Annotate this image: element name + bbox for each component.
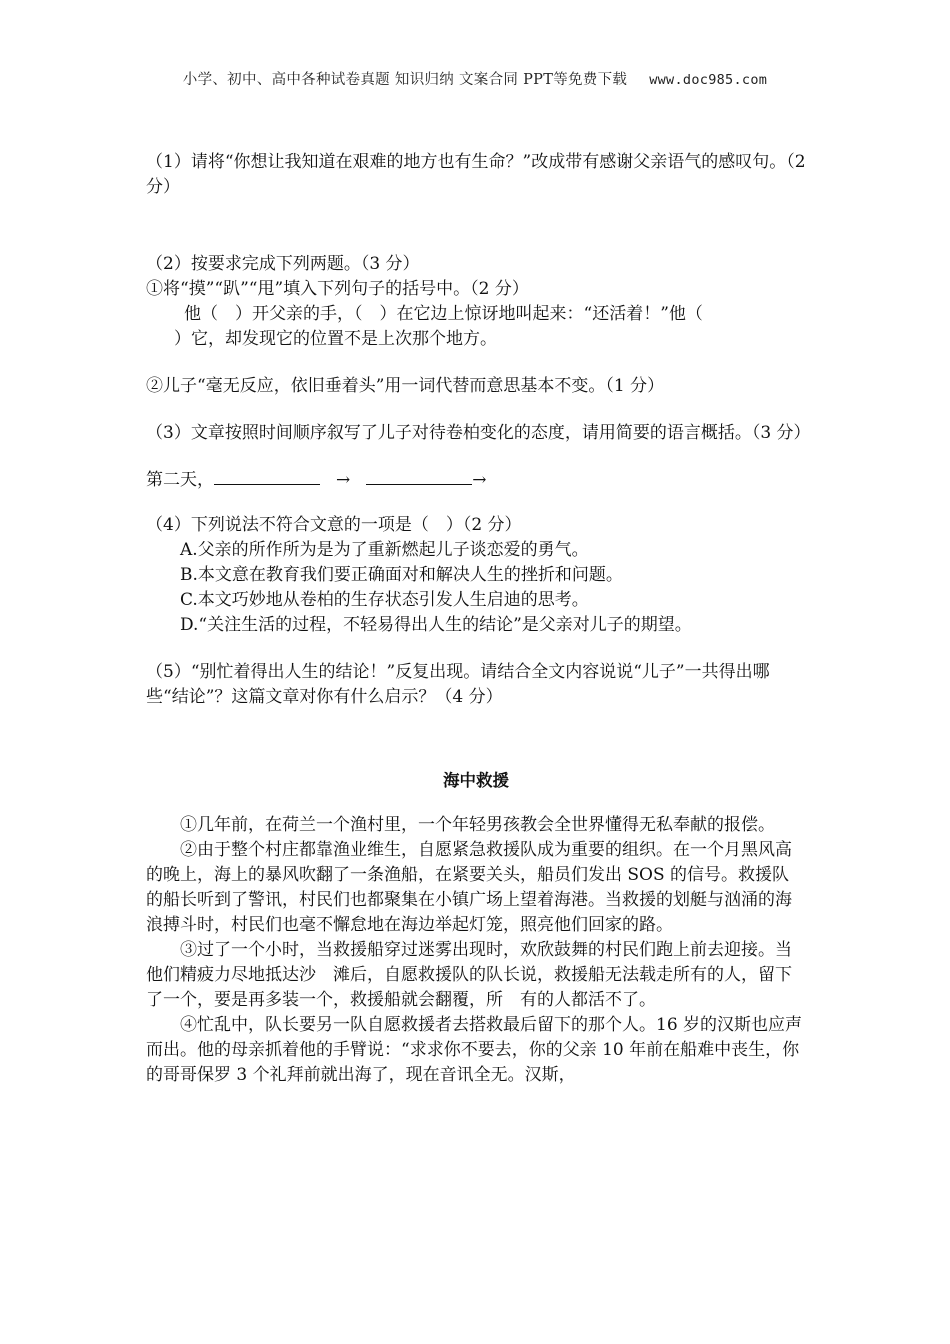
question-1: （1）请将“你想让我知道在艰难的地方也有生命？”改成带有感谢父亲语气的感叹句。（2 分） [146, 152, 806, 197]
question-4-option-b: B.本文意在教育我们要正确面对和解决人生的挫折和问题。 [180, 565, 623, 585]
question-4: （4）下列说法不符合文意的一项是（ ）（2 分） [146, 515, 522, 535]
question-2-fill-sentence-line-1: 他（ ）开父亲的手，（ ）在它边上惊讶地叫起来：“还活着！”他（ [184, 304, 703, 324]
question-2-fill-sentence-line-2: ）它，却发现它的位置不是上次那个地方。 [174, 329, 497, 349]
header-text: 小学、初中、高中各种试卷真题 知识归纳 文案合同 PPT等免费下载 [182, 72, 628, 88]
article-title: 海中救援 [443, 771, 509, 790]
answer-blank-1[interactable] [214, 468, 320, 485]
question-2-part-1: ①将“摸”“趴”“甩”填入下列句子的括号中。（2 分） [146, 279, 529, 299]
question-3-fill-prefix: 第二天， [146, 470, 214, 490]
question-3: （3）文章按照时间顺序叙写了儿子对待卷柏变化的态度，请用简要的语言概括。（3 分） [146, 423, 811, 443]
header-site-link[interactable]: www.doc985.com [649, 72, 768, 88]
question-5: （5）“别忙着得出人生的结论！”反复出现。请结合全文内容说说“儿子”一共得出哪些“结论”？这篇文章对你有什么启示？（4 分） [146, 662, 770, 707]
arrow-icon: → [336, 470, 351, 490]
question-4-option-a: A.父亲的所作所为是为了重新燃起儿子谈恋爱的勇气。 [180, 540, 589, 560]
question-4-option-c: C.本文巧妙地从卷柏的生存状态引发人生启迪的思考。 [180, 590, 589, 610]
arrow-icon: → [472, 470, 487, 490]
question-3-fill-row [146, 468, 806, 493]
article-paragraph-3: ③过了一个小时，当救援船穿过迷雾出现时，欢欣鼓舞的村民们跑上前去迎接。当他们精疲力尽地抵达沙 滩后，自愿救援队的队长说，救援船无法载走所有的人，留下了一个，要是再多装一个，救援船就会翻覆，所 有的人都活不了。 [146, 940, 792, 1010]
article-paragraph-4: ④忙乱中，队长要另一队自愿救援者去搭救最后留下的那个人。16 岁的汉斯也应声而出。他的母亲抓着他的手臂说：“求求你不要去，你的父亲 10 年前在船难中丧生，你的哥哥保罗 3 个礼拜前就出海了，现在音讯全无。汉斯， [146, 1015, 803, 1085]
question-2-part-2: ②儿子“毫无反应，依旧垂着头”用一词代替而意思基本不变。（1 分） [146, 376, 665, 396]
answer-blank-2[interactable] [366, 468, 472, 485]
article-paragraph-1: ①几年前，在荷兰一个渔村里，一个年轻男孩教会全世界懂得无私奉献的报偿。 [180, 815, 775, 835]
question-4-option-d: D.“关注生活的过程，不轻易得出人生的结论”是父亲对儿子的期望。 [180, 615, 692, 635]
article-paragraph-2: ②由于整个村庄都靠渔业维生，自愿紧急救援队成为重要的组织。在一个月黑风高的晚上，海上的暴风吹翻了一条渔船，在紧要关头，船员们发出 SOS 的信号。救援队的船长听到了警讯，村民们也都聚集在小镇广场上望着海港。当救援的划艇与汹涌的海浪搏斗时，村民们也毫不懈怠地在海边举起灯笼，照亮他们回家的路。 [146, 840, 792, 935]
page-header [0, 68, 950, 89]
question-2: （2）按要求完成下列两题。（3 分） [146, 254, 420, 274]
document-body [146, 150, 811, 1088]
